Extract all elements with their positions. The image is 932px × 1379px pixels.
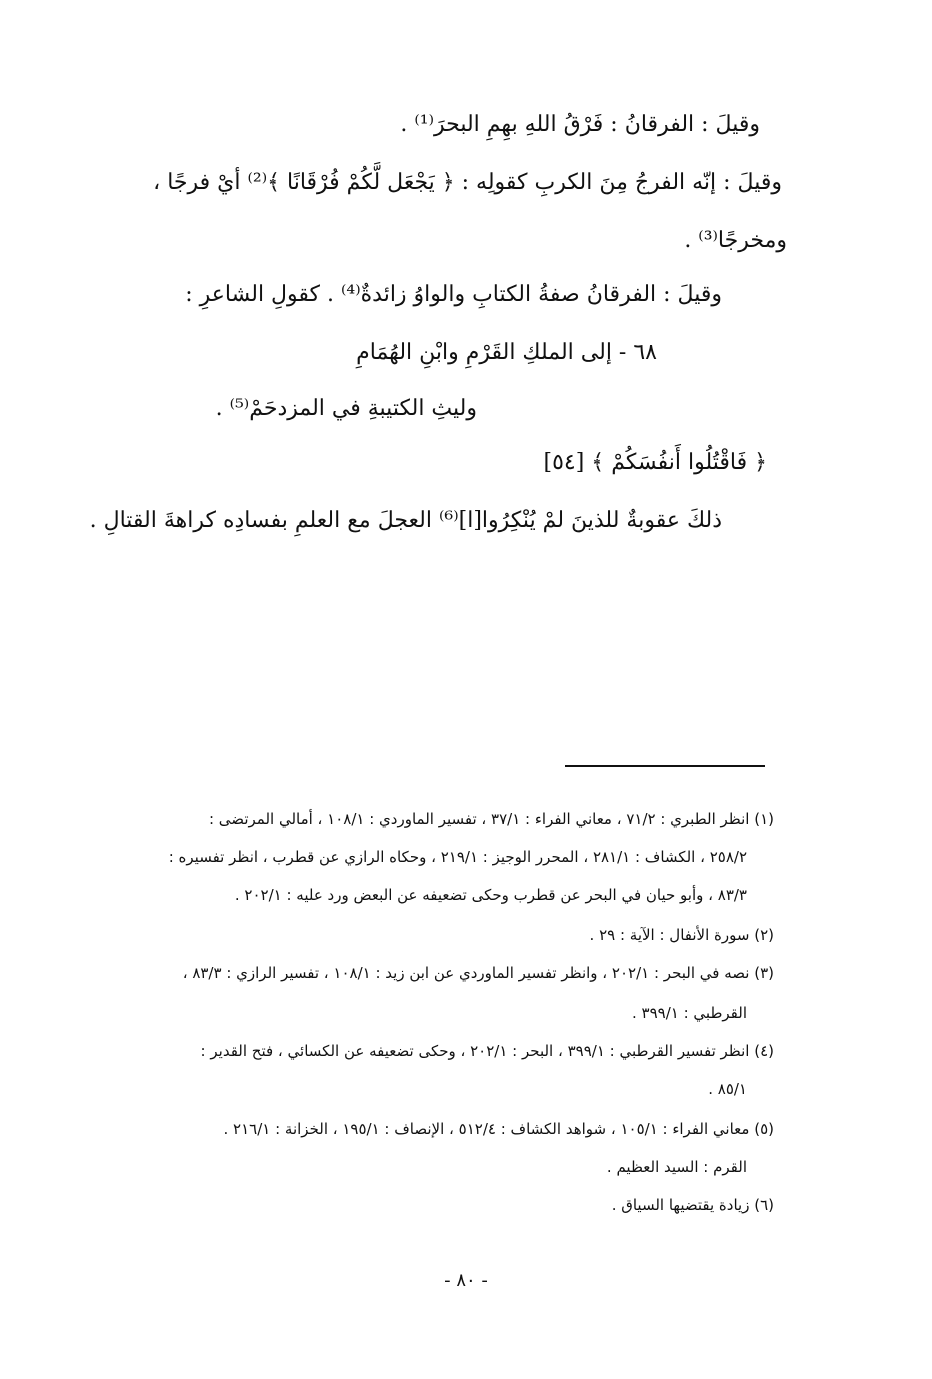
footnote-6: (٦) زيادة يقتضيها السياق . bbox=[611, 1196, 774, 1214]
text-line-3: ومخرجًا⁽³⁾ . bbox=[684, 228, 787, 253]
text-line-2: وقيلَ : إنّه الفرجُ مِنَ الكربِ كقولِه : ﴿ يَجْعَل لَّكُمْ فُرْقَانًا ﴾⁽²⁾ أيْ فرجًا ، bbox=[153, 170, 782, 195]
footnote-3-line-1: (٣) نصه في البحر : ٢٠٢/١ ، وانظر تفسير الماوردي عن ابن زيد : ١٠٨/١ ، تفسير الرازي : ٨٣/٣ ، bbox=[182, 964, 774, 982]
footnote-3-line-2: القرطبي : ٣٩٩/١ . bbox=[632, 1004, 747, 1022]
footnote-5-line-2: القرم : السيد العظيم . bbox=[606, 1158, 747, 1176]
text-line-1: وقيلَ : الفرقانُ : فَرْقُ اللهِ بهِمِ البحرَ⁽¹⁾ . bbox=[400, 112, 760, 137]
page-number: - ٨٠ - bbox=[444, 1270, 488, 1291]
footnote-1-line-3: ٨٣/٣ ، وأبو حيان في البحر عن قطرب وحكى تضعيفه عن البعض ورد عليه : ٢٠٢/١ . bbox=[234, 886, 747, 904]
footnote-2: (٢) سورة الأنفال : الآية : ٢٩ . bbox=[589, 926, 774, 944]
quran-verse: ﴿ فَاقْتُلُوا أَنفُسَكُمْ ﴾ [٥٤] bbox=[543, 450, 767, 475]
text-line-4: وقيلَ : الفرقانُ صفةُ الكتابِ والواوُ زائدةٌ⁽⁴⁾ . كقولِ الشاعرِ : bbox=[185, 282, 722, 307]
footnote-separator bbox=[565, 765, 765, 767]
footnote-4-line-2: ٨٥/١ . bbox=[708, 1080, 747, 1098]
footnote-4-line-1: (٤) انظر تفسير القرطبي : ٣٩٩/١ ، البحر : ٢٠٢/١ ، وحكى تضعيفه عن الكسائي ، فتح القدير : bbox=[200, 1042, 774, 1060]
footnote-5-line-1: (٥) معاني الفراء : ١٠٥/١ ، شواهد الكشاف : ٥١٢/٤ ، الإنصاف : ١٩٥/١ ، الخزانة : ٢١٦/١ . bbox=[223, 1120, 774, 1138]
text-line-5: ذلكَ عقوبةٌ للذينَ لمْ يُنْكِرُوا[ا]⁽⁶⁾ العجلَ مع العلمِ بفسادِه كراهةَ القتالِ . bbox=[89, 508, 722, 533]
footnote-1-line-2: ٢٥٨/٢ ، الكشاف : ٢٨١/١ ، المحرر الوجيز : ٢١٩/١ ، وحكاه الرازي عن قطرب ، انظر تفسيره : bbox=[168, 848, 747, 866]
poetry-line-2: وليثِ الكتيبةِ في المزدحَمْ⁽⁵⁾ . bbox=[215, 396, 477, 421]
poetry-line-1: ٦٨ - إلى الملكِ القَرْمِ وابْنِ الهُمَامِ bbox=[356, 340, 657, 365]
footnote-1-line-1: (١) انظر الطبري : ٧١/٢ ، معاني الفراء : ٣٧/١ ، تفسير الماوردي : ١٠٨/١ ، أمالي المرتضى : bbox=[208, 810, 774, 828]
